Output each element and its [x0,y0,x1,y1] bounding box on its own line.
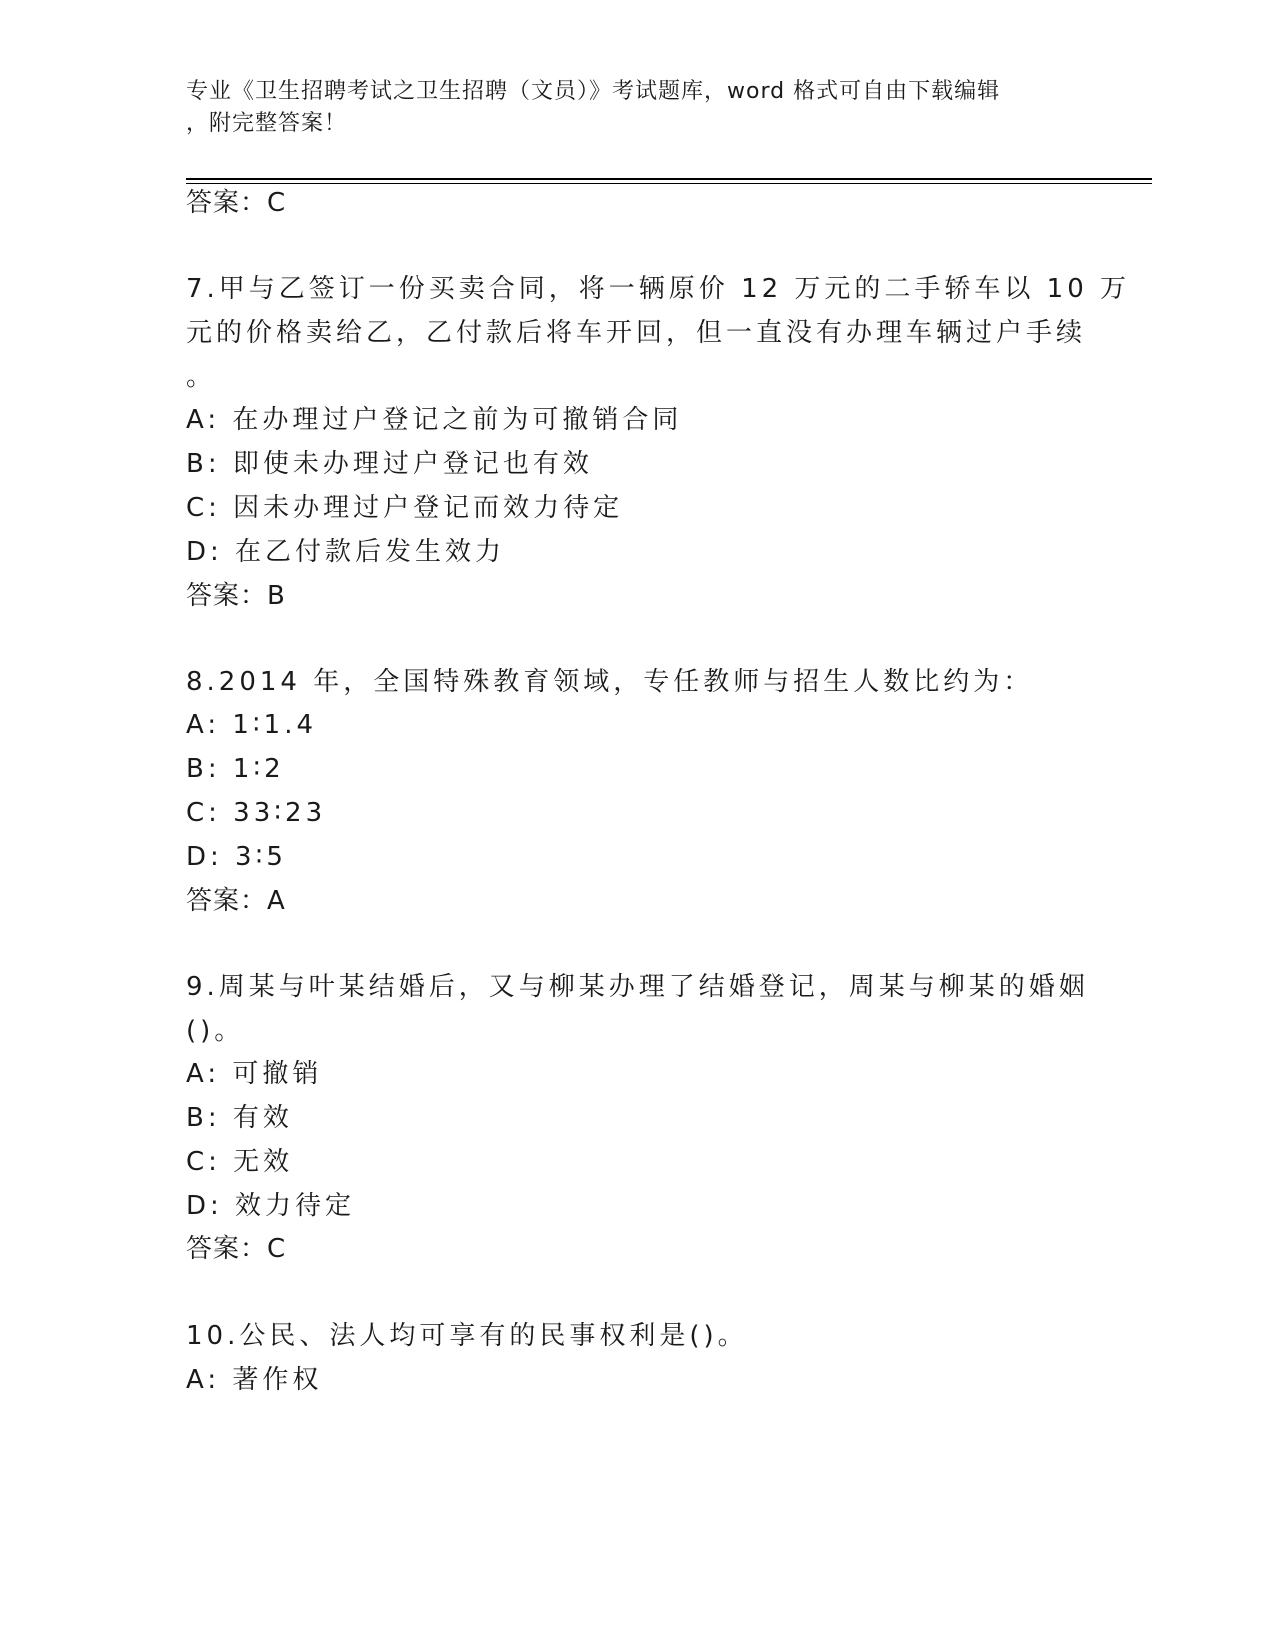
q7-stem-line-3: 。 [186,362,217,392]
q7-option-d: D: 在乙付款后发生效力 [186,537,506,567]
q9-option-d: D: 效力待定 [186,1191,356,1221]
q8-stem-line-1: 8.2014 年，全国特殊教育领域，专任教师与招生人数比约为： [186,667,1034,697]
q7-stem-line-2: 元的价格卖给乙，乙付款后将车开回，但一直没有办理车辆过户手续 [186,318,1087,348]
q8-option-d: D: 3∶5 [186,842,287,872]
q9-stem-line-1: 9.周某与叶某结婚后，又与柳某办理了结婚登记，周某与柳某的婚姻 [186,972,1089,1002]
q9-answer: 答案：C [186,1234,287,1264]
q8-option-b: B: 1∶2 [186,754,285,784]
q9-option-b: B: 有效 [186,1103,293,1133]
q7-option-c: C: 因未办理过户登记而效力待定 [186,493,624,523]
q8-option-c: C: 33∶23 [186,798,327,828]
q9-stem-line-2: ()。 [186,1016,245,1046]
q10-stem-line-1: 10.公民、法人均可享有的民事权利是()。 [186,1321,748,1351]
q9-option-a: A: 可撤销 [186,1059,323,1089]
previous-answer: 答案：C [186,188,287,218]
q7-stem-line-1: 7.甲与乙签订一份买卖合同，将一辆原价 12 万元的二手轿车以 10 万 [186,274,1131,304]
q7-option-b: B: 即使未办理过户登记也有效 [186,449,593,479]
header-line-2: ，附完整答案！ [186,111,348,136]
q10-option-a: A: 著作权 [186,1365,323,1395]
q8-answer: 答案：A [186,886,286,916]
q9-option-c: C: 无效 [186,1147,294,1177]
q8-option-a: A: 1∶1.4 [186,710,318,740]
q7-answer: 答案：B [186,581,286,611]
header-divider-thick [186,178,1152,180]
document-header [186,76,1066,140]
header-divider-thin [186,183,1152,184]
header-line-1: 专业《卫生招聘考试之卫生招聘（文员）》考试题库，word 格式可自由下载编辑 [186,79,1001,104]
q7-option-a: A: 在办理过户登记之前为可撤销合同 [186,405,683,435]
